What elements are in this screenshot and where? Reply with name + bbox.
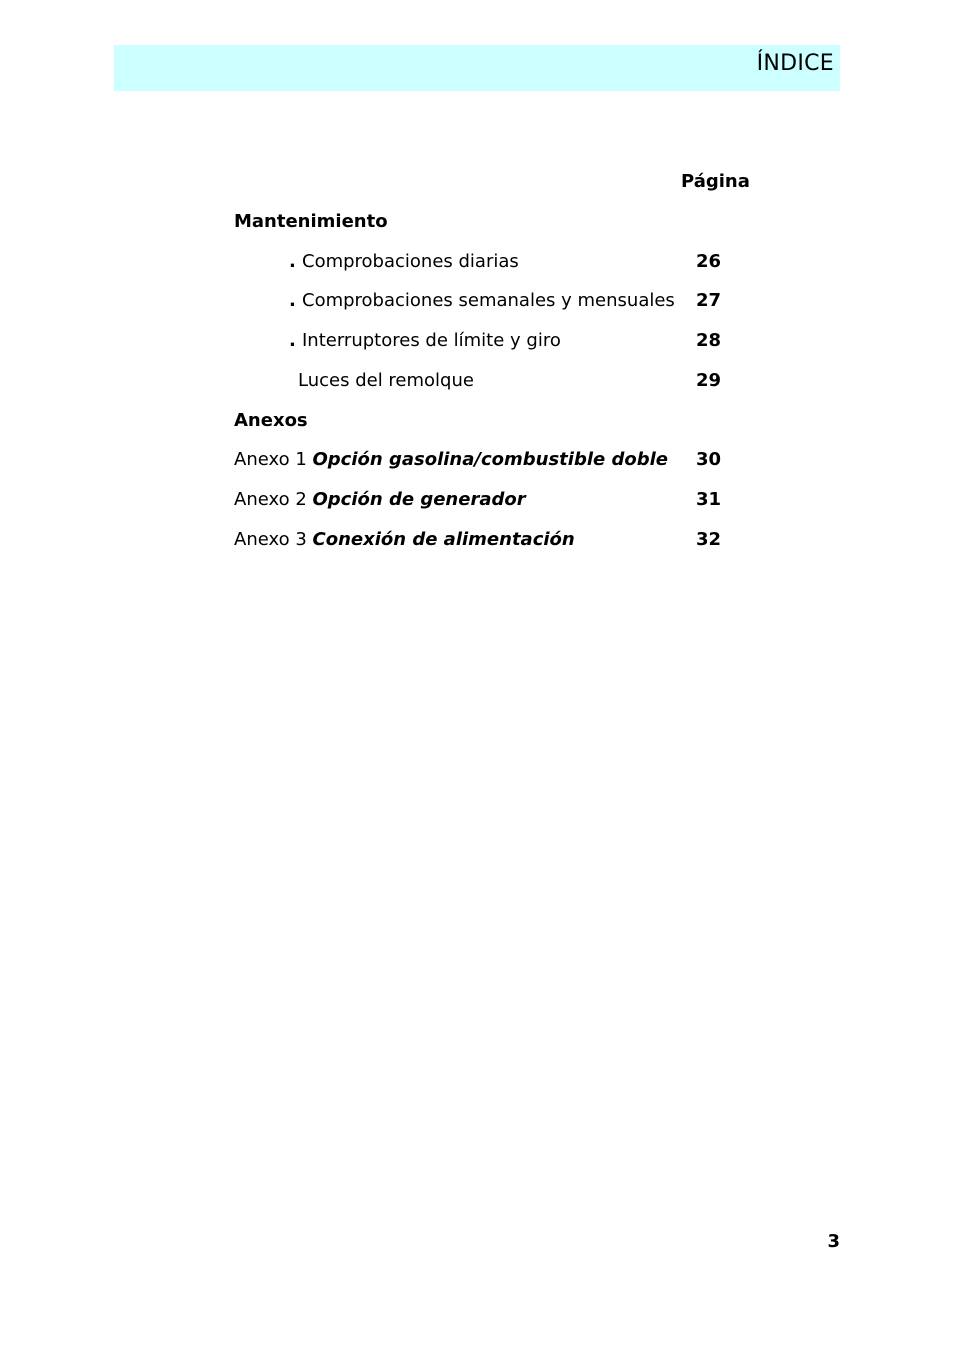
toc-entry-page: 29 xyxy=(696,370,722,391)
toc-entry-label xyxy=(289,289,675,313)
annex-label xyxy=(234,448,668,472)
toc-entry-page: 28 xyxy=(696,330,722,351)
toc-entry[interactable] xyxy=(0,250,954,276)
annex-title: Conexión de alimentación xyxy=(312,529,575,550)
annex-prefix: Anexo 3 xyxy=(234,529,307,550)
toc-annex-entry[interactable] xyxy=(0,528,954,554)
toc-entry-label xyxy=(298,369,474,393)
entry-text: Comprobaciones semanales y mensuales xyxy=(302,290,675,311)
toc-entry[interactable] xyxy=(0,289,954,315)
table-of-contents xyxy=(0,0,954,600)
toc-entry-page: 32 xyxy=(696,529,722,550)
bullet: . xyxy=(289,330,296,351)
toc-entry-page: 26 xyxy=(696,251,722,272)
toc-entry[interactable] xyxy=(0,329,954,355)
page-column-header: Página xyxy=(681,171,750,192)
toc-annex-entry[interactable] xyxy=(0,488,954,514)
bullet: . xyxy=(289,251,296,272)
entry-text: Interruptores de límite y giro xyxy=(302,330,561,351)
page-number: 3 xyxy=(827,1231,840,1252)
page-title: ÍNDICE xyxy=(756,51,834,76)
annex-title: Opción de generador xyxy=(312,489,526,510)
section-label: Anexos xyxy=(234,410,308,431)
toc-entry-label xyxy=(289,329,561,353)
toc-entry-page: 30 xyxy=(696,449,722,470)
entry-text: Comprobaciones diarias xyxy=(302,251,519,272)
toc-section-heading xyxy=(0,210,954,236)
section-label: Mantenimiento xyxy=(234,211,388,232)
annex-title: Opción gasolina/combustible doble xyxy=(312,449,668,470)
annex-label xyxy=(234,488,526,512)
entry-text: Luces del remolque xyxy=(298,370,474,391)
annex-prefix: Anexo 2 xyxy=(234,489,307,510)
toc-entry[interactable] xyxy=(0,369,954,395)
annex-prefix: Anexo 1 xyxy=(234,449,307,470)
toc-entry-page: 27 xyxy=(696,290,722,311)
toc-entry-page: 31 xyxy=(696,489,722,510)
toc-entry-label xyxy=(289,250,519,274)
annex-label xyxy=(234,528,575,552)
toc-section-heading xyxy=(0,409,954,435)
toc-annex-entry[interactable] xyxy=(0,448,954,474)
bullet: . xyxy=(289,290,296,311)
